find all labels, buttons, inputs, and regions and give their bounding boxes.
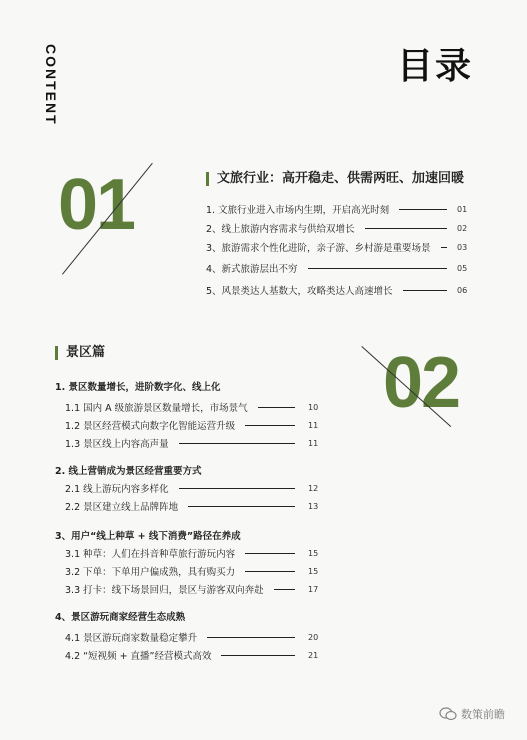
toc-entry[interactable] [65, 546, 325, 560]
leader-line [403, 290, 447, 291]
toc-entry-page: 02 [457, 223, 468, 233]
toc-entry[interactable] [65, 648, 325, 662]
page-title: 目录 [396, 46, 473, 87]
toc-entry[interactable] [65, 400, 325, 414]
leader-line [245, 425, 295, 426]
toc-entry-page: 03 [457, 242, 468, 252]
toc-entry-page: 17 [308, 584, 319, 594]
toc-entry-text: 4.2 “短视频 + 直播”经营模式高效 [65, 651, 212, 662]
toc-entry-text: 4.1 景区游玩商家数量稳定攀升 [65, 633, 198, 644]
toc-entry-page: 11 [308, 438, 319, 448]
toc-entry[interactable] [65, 481, 325, 495]
section-number-02: 02 [383, 343, 460, 423]
leader-line [399, 209, 447, 210]
toc-entry-page: 12 [308, 483, 319, 493]
toc-entry-text: 2、线上旅游内容需求与供给双增长 [206, 224, 355, 235]
toc-entry[interactable] [206, 283, 476, 297]
watermark [439, 706, 505, 722]
leader-line [179, 488, 295, 489]
leader-line [365, 228, 447, 229]
toc-entry-page: 01 [457, 204, 468, 214]
toc-entry-page: 05 [457, 263, 468, 273]
toc-entry[interactable] [206, 202, 476, 216]
leader-line [188, 506, 295, 507]
toc-entry-text: 1.1 国内 A 级旅游景区数量增长，市场景气 [65, 403, 248, 414]
toc-entry-page: 13 [308, 501, 319, 511]
toc-group-title[interactable]: 3、用户“线上种草 + 线下消费”路径在养成 [55, 531, 241, 542]
toc-entry[interactable] [65, 630, 325, 644]
toc-entry-text: 3、旅游需求个性化进阶，亲子游、乡村游是重要场景 [206, 243, 431, 254]
toc-entry-page: 10 [308, 402, 319, 412]
toc-entry-page: 06 [457, 285, 468, 295]
toc-group-title[interactable]: 2. 线上营销成为景区经营重要方式 [55, 466, 202, 477]
toc-entry[interactable] [206, 221, 476, 235]
leader-line [221, 655, 295, 656]
section-number-01: 01 [58, 165, 135, 245]
wechat-icon [439, 707, 457, 721]
toc-entry-text: 5、风景类达人基数大，攻略类达人高速增长 [206, 286, 393, 297]
toc-entry-text: 3.1 种草：人们在抖音种草旅行游玩内容 [65, 549, 236, 560]
toc-entry-page: 15 [308, 548, 319, 558]
toc-entry-text: 4、新式旅游层出不穷 [206, 264, 298, 275]
toc-entry-text: 2.1 线上游玩内容多样化 [65, 484, 169, 495]
toc-entry-page: 11 [308, 420, 319, 430]
leader-line [441, 247, 447, 248]
toc-entry-text: 3.2 下单：下单用户偏成熟，具有购买力 [65, 567, 236, 578]
leader-line [308, 268, 447, 269]
toc-entry-page: 21 [308, 650, 319, 660]
toc-group-title[interactable]: 4、景区游玩商家经营生态成熟 [55, 612, 186, 623]
toc-entry[interactable] [65, 582, 325, 596]
toc-entry-text: 2.2 景区建立线上品牌阵地 [65, 502, 179, 513]
leader-line [245, 571, 295, 572]
part1-title: 文旅行业：高开稳走、供需两旺、加速回暖 [206, 172, 464, 186]
toc-entry-page: 20 [308, 632, 319, 642]
toc-entry[interactable] [65, 418, 325, 432]
leader-line [258, 407, 295, 408]
watermark-text: 数策前瞻 [461, 708, 505, 721]
toc-entry[interactable] [206, 240, 476, 254]
toc-entry[interactable] [65, 436, 325, 450]
leader-line [207, 637, 295, 638]
toc-entry-text: 1.3 景区线上内容高声量 [65, 439, 169, 450]
part2-title: 景区篇 [55, 346, 105, 360]
toc-entry-page: 15 [308, 566, 319, 576]
toc-entry[interactable] [206, 261, 476, 275]
toc-entry-text: 1. 文旅行业进入市场内生期，开启高光时刻 [206, 205, 390, 216]
content-side-label: CONTENT [43, 44, 59, 126]
leader-line [179, 443, 295, 444]
toc-entry[interactable] [65, 564, 325, 578]
toc-entry-text: 3.3 打卡：线下场景回归，景区与游客双向奔赴 [65, 585, 264, 596]
toc-group-title[interactable]: 1. 景区数量增长，进阶数字化、线上化 [55, 382, 221, 393]
toc-entry[interactable] [65, 499, 325, 513]
leader-line [245, 553, 295, 554]
toc-entry-text: 1.2 景区经营模式向数字化智能运营升级 [65, 421, 236, 432]
leader-line [274, 589, 295, 590]
